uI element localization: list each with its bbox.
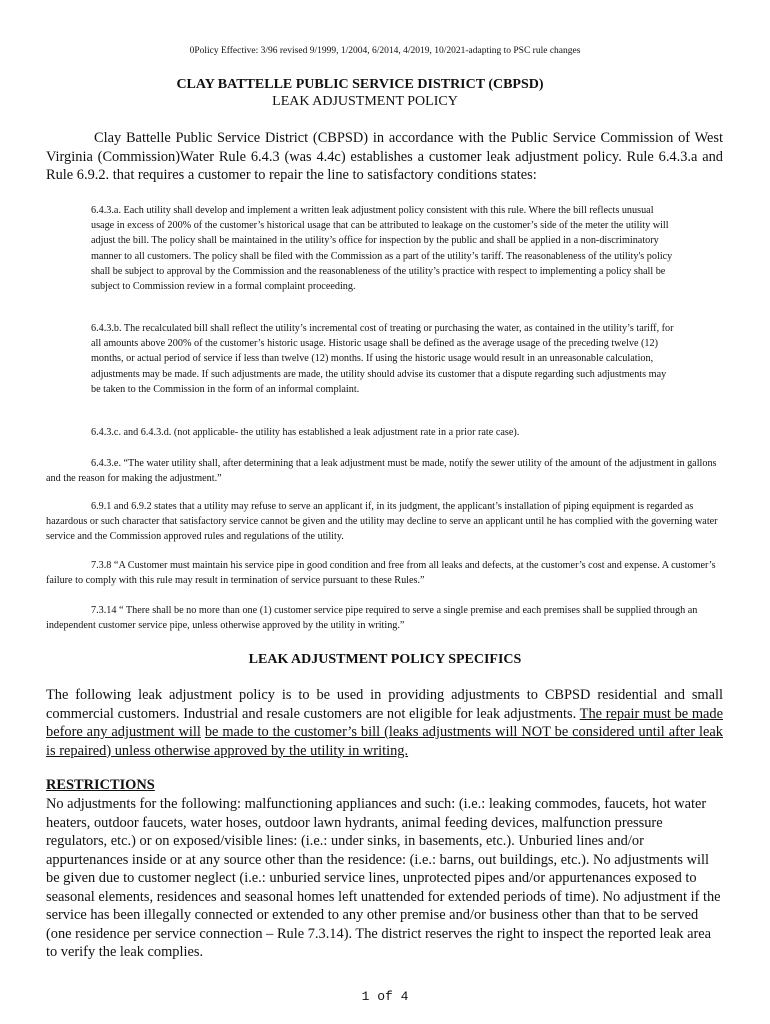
rule-7-3-8: 7.3.8 “A Customer must maintain his service pipe in good condition and free from all leaks and defects, at the customer’s cost and expense. A customer’s failure to comply with this rule may result in termination of service pursuant to these Rules.” <box>46 560 716 587</box>
rule-7-3-14: 7.3.14 “ There shall be no more than one (1) customer service pipe required to serve a single premise and each premises shall be supplied through an independent customer service pipe, unless otherwise approved by the utility in writing.” <box>46 605 698 632</box>
restrictions-heading: RESTRICTIONS <box>46 777 155 793</box>
specifics-underlined-part-2: be made to the customer’s bill (leaks adjustments will NOT be considered until after leak is repaired) unless otherwise approved by the utility in writing. <box>46 724 724 759</box>
rule-6-4-3-a: 6.4.3.a. Each utility shall develop and implement a written leak adjustment policy consistent with this rule. Where the bill reflects unusual usage in excess of 200% of the customer’s historical usage that can be attributed to leakage on the customer’s side of the meter the utility will adjust the bill. The policy shall be maintained in the utility’s office for inspection by the public and shall be applied in a non-discriminatory manner to all customers. The policy shall be filed with the Commission as a part of the utility’s tariff. The reasonableness of the utility's policy shall be subject to approval by the Commission and the reasonableness of the utility’s practice with respect to implementing a policy shall be subject to Commission review in a formal complaint proceeding. <box>91 205 673 293</box>
rule-6-4-3-b: 6.4.3.b. The recalculated bill shall reflect the utility’s incremental cost of treating or purchasing the water, as contained in the utility’s tariff, for all amounts above 200% of the customer’s historic usage. Historic usage shall be defined as the average usage of the preceding twelve (12) months, or actual period of service if less than twelve (12) months. If using the historic usage would result in an unreasonable calculation, adjustments may be made. If such adjustments are made, the utility should advise its customer that a dispute regarding such adjustments may be taken to the Commission in the form of an informal complaint. <box>91 323 674 395</box>
specifics-underlined-part-1: The repair must be made before any adjustment will <box>46 705 723 740</box>
district-title: CLAY BATTELLE PUBLIC SERVICE DISTRICT (CBPSD) <box>176 77 544 92</box>
intro-paragraph: Clay Battelle Public Service District (CBPSD) in accordance with the Public Service Commission of West Virginia (Commission)Water Rule 6.4.3 (was 4.4c) establishes a customer leak adjustment policy. Rule 6.4.3.a and Rule 6.9.2. that requires a customer to repair the line to satisfactory conditions states: <box>46 130 723 183</box>
rule-6-4-3-e: 6.4.3.e. “The water utility shall, after determining that a leak adjustment must be made, notify the sewer utility of the amount of the adjustment in gallons and the reason for making the adjustment.” <box>46 458 717 485</box>
specifics-heading: LEAK ADJUSTMENT POLICY SPECIFICS <box>248 652 522 667</box>
specifics-paragraph <box>46 686 723 760</box>
title-block <box>0 76 770 110</box>
page-number: 1 of 4 <box>361 989 409 1004</box>
policy-effective-note: 0Policy Effective: 3/96 revised 9/1999, 1/2004, 6/2014, 4/2019, 10/2021-adapting to PSC rule changes <box>189 46 581 56</box>
rule-6-4-3-c-d: 6.4.3.c. and 6.4.3.d. (not applicable- the utility has established a leak adjustment rate in a prior rate case). <box>91 427 520 438</box>
restrictions-paragraph: No adjustments for the following: malfunctioning appliances and such: (i.e.: leaking commodes, faucets, hot water heaters, outdoor faucets, water hoses, outdoor lawn hydrants, animal feeding devices, malfunction pressure regulators, etc.) or on exposed/visible lines: (i.e.: under sinks, in basements, etc.). Unburied lines and/or appurtenances inside or at any source other than the residence: (i.e.: barns, out buildings, etc.). No adjustments will be given due to customer neglect (i.e.: unburied service lines, unprotected pipes and/or appurtenances exposed to seasonal elements, residences and seasonal homes left unattended for extended periods of time). No adjustment if the service has been illegally connected or extended to any other premise and/or business other than that to be served (one residence per service connection – Rule 7.3.14). The district reserves the right to inspect the reported leak area to verify the leak complies. <box>46 796 721 960</box>
policy-title: LEAK ADJUSTMENT POLICY <box>272 94 458 109</box>
specifics-text: The following leak adjustment policy is to be used in providing adjustments to CBPSD residential and small commercial customers. Industrial and resale customers are not eligible for leak adjustments. <box>46 687 723 722</box>
rule-6-9: 6.9.1 and 6.9.2 states that a utility may refuse to serve an applicant if, in its judgment, the applicant’s installation of piping equipment is regarded as hazardous or such character that satisfactory service cannot be given and the utility may decline to serve an applicant until he has complied with the governing water service and the Commission approved rules and regulations of the utility. <box>46 501 718 543</box>
